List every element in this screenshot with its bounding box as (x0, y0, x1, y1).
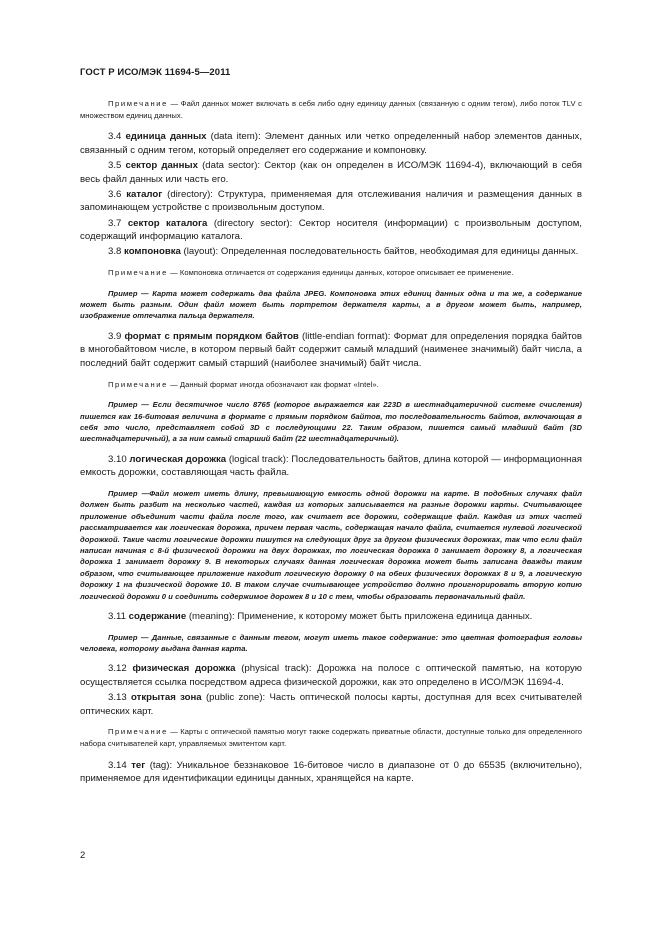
page-number: 2 (80, 850, 86, 861)
term-definition: Сектор (как он определен в ИСО/МЭК 11694-4), включающий в себя весь файл данных или часть его. (80, 159, 582, 185)
term-number: 3.4 (108, 131, 122, 143)
term-english: (data sector): (202, 159, 261, 171)
term-name: открытая зона (131, 692, 202, 704)
example-text: — Если десятичное число 8765 (которое выражается как 223D в шестнадцатеричной системе счисления) пишется как 16-битовая величина в формате с прямым порядком байтов, то последовательность байтов, включающая в себя это число, представляет собой 3D с последующими 22. Таким образом, пишется самый младший байт (3D шестнадцатеричный), а за ним самый старший байт (22 шестнадцатеричный). (80, 400, 582, 444)
example-paragraph (80, 632, 582, 655)
term-english: (layout): (183, 246, 219, 258)
term-number: 3.13 (108, 692, 127, 704)
term-name: единица данных (125, 131, 207, 143)
term-definition: Дорожка на полосе с оптической памятью, на которую осуществляется ссылка посредством адреса физической дорожки, как это определено в ИСО/МЭК 11694-4. (80, 663, 582, 688)
note-label: Примечание (108, 267, 168, 277)
note-text: — Данный формат иногда обозначают как формат «Intel». (167, 379, 379, 389)
term-name: сектор данных (125, 159, 198, 171)
note-text: — Карты с оптической памятью могут также содержать приватные области, доступные только для определенного набора считывателей карт, управляемых эмитентом карт. (80, 727, 582, 748)
term-name: формат с прямым порядком байтов (124, 330, 299, 342)
term-definition: Сектор носителя (информации) с произвольным доступом, содержащий информацию каталога. (80, 217, 582, 243)
term-number: 3.10 (108, 453, 127, 465)
term-definition: Последовательность байтов, длина которой — информационная емкость дорожки, составляющая часть файла. (80, 453, 582, 479)
example-paragraph (80, 288, 582, 322)
example-text: —Файл может иметь длину, превышающую емкость одной дорожки на карте. В подобных случаях файл должен быть разбит на несколько частей, каждая из которых записывается на разные дорожки карты. Считывающее приложение объединит части файла после того, как считает все дорожки, содержащие файл. Каждая из этих частей рассматривается как логическая дорожка, причем первая часть, содержащая начало файла, считается нулевой логической дорожкой. Такие части логические дорожки пишутся на следующих друг за другом физических дорожках, так что если файл написан начиная с 8-й физической дорожки на двух дорожках, то логическая дорожка 0 занимает дорожку 8, а логическая дорожка 1 занимает дорожку 9. В некоторых случаях данная логическая дорожка может быть записана дважды таким образом, что считывающее приложение находит логическую дорожку 0 на обеих физических дорожках 8 и 9, а логическую дорожку 1 на физической дорожке 10. В таком случае считывающее устройство должно проигнорировать вторую копию логической дорожки 0 и соединить содержимое дорожек 8 и 10 с тем, чтобы образовать первоначальный файл. (80, 488, 582, 601)
example-label: Пример (108, 288, 138, 298)
term-3-6 (80, 188, 582, 215)
example-text: — Данные, связанные с данным тегом, могут иметь такое содержание: это цветная фотография головы человека, которому выдана данная карта. (80, 632, 582, 653)
term-3-5 (80, 159, 582, 186)
term-definition: Часть оптической полосы карты, доступная для всех считывателей оптических карт. (80, 692, 583, 717)
term-english: (tag): (149, 759, 173, 771)
note-label: Примечание (108, 379, 168, 389)
term-3-9 (80, 330, 582, 371)
term-3-8 (80, 245, 582, 259)
example-paragraph (80, 488, 582, 602)
note-text: — Компоновка отличается от содержания единицы данных, которое описывает ее применение. (167, 267, 514, 277)
term-name: физическая дорожка (132, 663, 236, 675)
term-3-7 (80, 217, 582, 244)
term-3-10 (80, 453, 582, 480)
term-english: (little-endian format): (301, 330, 391, 342)
term-3-14 (80, 759, 582, 786)
term-definition: Уникальное беззнаковое 16-битовое число в диапазоне от 0 до 65535 (включительно), применяемое для идентификации единицы данных, хранящейся на карте. (80, 759, 582, 785)
term-name: каталог (126, 188, 163, 200)
note-paragraph (80, 98, 582, 121)
term-3-11 (80, 610, 582, 624)
term-3-12 (80, 662, 582, 689)
note-paragraph (80, 379, 582, 391)
term-number: 3.12 (108, 663, 127, 675)
term-english: (directory sector): (213, 217, 293, 229)
term-3-4 (80, 130, 582, 157)
term-number: 3.6 (108, 188, 122, 200)
note-label: Примечание (108, 99, 168, 108)
document-header: ГОСТ Р ИСО/МЭК 11694-5—2011 (80, 67, 231, 78)
term-name: компоновка (124, 246, 181, 258)
term-english: (logical track): (228, 453, 289, 465)
term-definition: Применение, к которому может быть приложена единица данных. (237, 610, 533, 622)
term-3-13 (80, 691, 582, 718)
example-label: Пример (108, 488, 138, 498)
term-english: (public zone): (205, 692, 266, 704)
term-name: содержание (128, 610, 187, 622)
example-label: Пример (108, 400, 138, 410)
term-english: (directory): (167, 188, 213, 200)
example-label: Пример (108, 632, 138, 642)
term-name: тег (131, 759, 146, 771)
term-definition: Элемент данных или четко определенный набор элементов данных, связанный с одним тегом, который определяет его содержание и компоновку. (80, 131, 582, 156)
example-text: — Карта может содержать два файла JPEG. Компоновка этих единиц данных одна и та же, а содержание может быть разным. Один файл может быть портретом держателя карты, а в другом может быть, например, изображение отпечатка пальца держателя. (80, 288, 582, 321)
term-definition: Формат для определения порядка байтов в многобайтовом числе, в котором первый байт содержит самый младший (наименее значимый) байт числа, а последний байт содержит самый старший (наиболее значимый) байт числа. (80, 330, 582, 369)
term-number: 3.11 (108, 610, 126, 622)
note-label: Примечание (108, 727, 168, 737)
note-paragraph (80, 267, 582, 279)
term-name: логическая дорожка (129, 453, 227, 465)
example-paragraph (80, 399, 582, 445)
term-number: 3.5 (108, 159, 122, 171)
note-text: — Файл данных может включать в себя либо одну единицу данных (связанную с одним тегом), либо поток TLV с множеством единиц данных. (80, 99, 582, 120)
document-body (80, 98, 582, 787)
term-number: 3.14 (108, 759, 127, 771)
term-definition: Структура, применяемая для отслеживания наличия и размещения данных в запоминающем устройстве с произвольным доступом. (80, 188, 582, 214)
term-number: 3.8 (108, 246, 122, 258)
term-number: 3.7 (108, 217, 122, 229)
term-english: (physical track): (241, 663, 312, 675)
term-name: сектор каталога (127, 217, 208, 229)
term-definition: Определенная последовательность байтов, необходимая для единицы данных. (220, 246, 579, 258)
term-english: (data item): (210, 131, 261, 143)
note-paragraph (80, 726, 582, 749)
term-english: (meaning): (188, 610, 235, 622)
term-number: 3.9 (108, 330, 122, 342)
